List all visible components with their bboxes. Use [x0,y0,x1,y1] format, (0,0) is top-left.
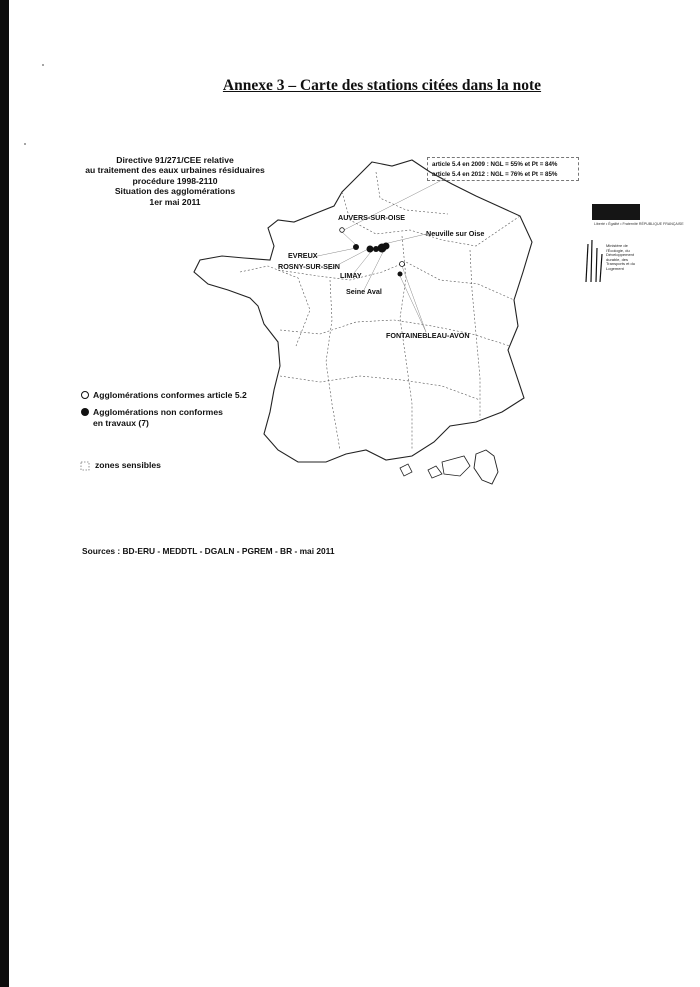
station-marker-nonconforme [353,244,359,250]
ministry-logo [582,200,684,290]
article-note: article 5.4 en 2012 : NGL = 76% et Pt = 85% [432,171,558,178]
station-marker-conforme [340,228,345,233]
legend-label-zones: zones sensibles [95,460,161,470]
station-marker-nonconforme [398,272,403,277]
directive-line: Directive 91/271/CEE relative [116,155,234,165]
legend-label-conformes: Agglomérations conformes article 5.2 [93,390,247,400]
city-label-neuville: Neuville sur Oise [426,229,485,238]
station-marker-conforme [400,262,405,267]
france-outline [194,160,532,462]
corsica-outline [474,450,498,484]
france-map [180,150,540,490]
marianne-logo-icon [592,204,640,220]
legend-label-non-conformes: Agglomérations non conformes [93,407,223,417]
station-marker-nonconforme [383,243,390,250]
directive-line: procédure 1998-2110 [132,175,218,186]
document-title: Annexe 3 – Carte des stations citées dans la note [222,77,542,94]
city-label-evreux: EVREUX [288,251,318,260]
directive-line: au traitement des eaux urbaines résiduaires [85,165,265,176]
station-marker-nonconforme [367,246,374,253]
leader-lines [308,178,446,332]
city-label-rosny: ROSNY-SUR-SEIN [278,262,340,271]
logo-caption: Liberté • Égalité • Fraternité RÉPUBLIQUE FRANÇAISE [594,222,684,226]
scan-border [0,0,9,987]
article-note: article 5.4 en 2009 : NGL = 55% et Pt = 84% [432,161,558,168]
island-outline [428,466,442,478]
scan-speck [24,143,26,145]
ministry-name: Ministère de l'Écologie, du Développement durable, des Transports et du Logement [606,243,635,271]
legend-label-travaux: en travaux (7) [93,418,149,428]
sources-line: Sources : BD-ERU - MEDDTL - DGALN - PGREM - BR - mai 2011 [82,546,335,556]
city-label-fontainebleau: FONTAINEBLEAU-AVON [386,331,470,340]
city-label-auvers: AUVERS-SUR-OISE [338,213,406,222]
open-circle-icon [80,390,90,400]
filled-circle-icon [80,407,90,417]
directive-line: 1er mai 2011 [149,196,201,207]
reed-lines-icon [582,238,604,284]
city-label-limay: LIMAY [340,271,362,280]
island-outline [442,456,470,476]
dashed-square-icon [80,460,90,472]
island-outline [400,464,412,476]
scan-speck [42,64,44,66]
city-label-seine-aval: Seine Aval [346,287,382,296]
directive-line: Situation des agglomérations [114,186,236,197]
